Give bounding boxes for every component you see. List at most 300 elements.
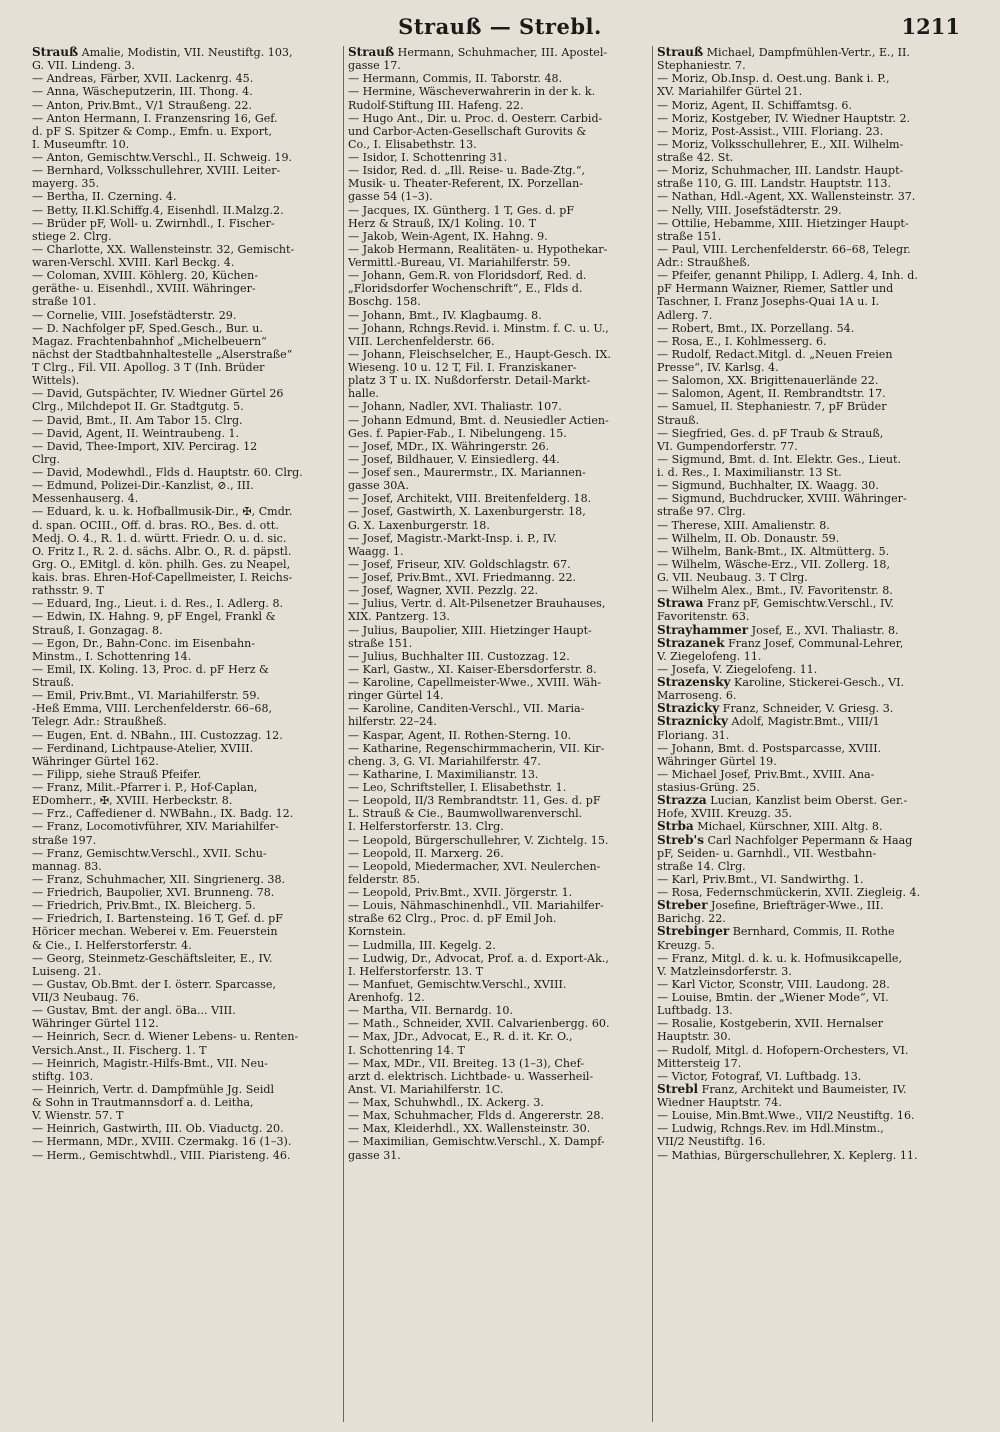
entry-text: — Johann, Nadler, XVI. Thaliastr. 107.: [348, 400, 562, 414]
entry-text: geräthe- u. Eisenhdl., XVIII. Währinger-: [32, 282, 256, 296]
entry-text: — Friedrich, Priv.Bmt., IX. Bleicherg. 5.: [32, 899, 256, 913]
directory-entry-line: [657, 190, 961, 203]
directory-entry-line: [657, 834, 961, 847]
directory-entry-line: [32, 610, 336, 623]
surname-heading: Strebinger: [657, 925, 730, 939]
entry-text: — Julius, Buchhalter III. Custozzag. 12.: [348, 649, 570, 663]
directory-entry-line: [32, 466, 336, 479]
directory-entry-line: [32, 1096, 336, 1109]
entry-text: straße 101.: [32, 295, 97, 309]
directory-entry-line: [32, 1004, 336, 1017]
directory-entry-line: [32, 72, 336, 85]
directory-entry-line: [657, 676, 961, 689]
entry-text: — Anton, Gemischtw.Verschl., II. Schweig. 19.: [32, 151, 293, 164]
entry-text: — Karl, Gastw., XI. Kaiser-Ebersdorferstr. 8.: [348, 662, 597, 676]
directory-entry-line: [657, 374, 961, 387]
directory-entry-line: [32, 820, 336, 833]
directory-entry-line: [32, 190, 336, 203]
directory-entry-line: [657, 138, 961, 151]
directory-entry-line: [348, 729, 652, 742]
entry-text: EDomherr., ✠, XVIII. Herbeckstr. 8.: [32, 794, 233, 808]
entry-text: — Paul, VIII. Lerchenfelderstr. 66–68, Telegr.: [657, 242, 911, 256]
directory-entry-line: [657, 505, 961, 518]
entry-text: — Josef, Gastwirth, X. Laxenburgerstr. 18,: [348, 505, 586, 519]
directory-entry-line: [657, 1057, 961, 1070]
directory-entry-line: [348, 177, 652, 190]
entry-text: Franz Josef, Communal-Lehrer,: [724, 636, 904, 650]
directory-entry-line: [657, 282, 961, 295]
directory-entry-line: [32, 689, 336, 702]
entry-text: — Ottilie, Hebamme, XIII. Hietzinger Haupt-: [657, 216, 909, 230]
directory-entry-line: [348, 374, 652, 387]
directory-entry-line: [657, 558, 961, 571]
entry-text: — Edwin, IX. Hahng. 9, pF Engel, Frankl &: [32, 610, 276, 624]
directory-entry-line: [32, 676, 336, 689]
directory-entry-line: [657, 46, 961, 59]
directory-entry-line: [657, 1070, 961, 1083]
directory-entry-line: [32, 440, 336, 453]
entry-text: stasius-Grüng. 25.: [657, 781, 760, 794]
entry-text: halle.: [348, 387, 379, 401]
entry-text: — Manfuet, Gemischtw.Verschl., XVIII.: [348, 977, 567, 991]
surname-heading: Strauß: [348, 46, 395, 59]
entry-text: — Jakob, Wein-Agent, IX. Hahng. 9.: [348, 229, 548, 243]
entry-text: straße 151.: [657, 229, 722, 243]
directory-entry-line: [32, 742, 336, 755]
directory-entry-line: [348, 597, 652, 610]
entry-text: — Heinrich, Secr. d. Wiener Lebens- u. Renten-: [32, 1030, 299, 1044]
directory-entry-line: [348, 1109, 652, 1122]
entry-text: Boschg. 158.: [348, 295, 421, 309]
entry-text: — Frz., Caffediener d. NWBahn., IX. Badg. 12.: [32, 807, 294, 821]
entry-text: Herz & Strauß, IX/1 Koling. 10. T: [348, 216, 537, 230]
directory-entry-line: [32, 781, 336, 794]
directory-entry-line: [657, 1044, 961, 1057]
entry-text: — Johann, Fleischselcher, E., Haupt-Gesch. IX.: [348, 347, 611, 361]
entry-text: — Wilhelm, Bank-Bmt., IX. Altmütterg. 5.: [657, 544, 890, 558]
entry-text: L. Strauß & Cie., Baumwollwarenverschl.: [348, 807, 583, 821]
directory-entry-line: [348, 85, 652, 98]
entry-text: — Salomon, Agent, II. Rembrandtstr. 17.: [657, 387, 886, 401]
directory-entry-line: [657, 794, 961, 807]
directory-entry-line: [32, 125, 336, 138]
directory-entry-line: [657, 59, 961, 72]
surname-heading: Strayhammer: [657, 623, 749, 637]
entry-text: — Rosalie, Kostgeberin, XVII. Hernalser: [657, 1017, 884, 1031]
directory-entry-line: [348, 794, 652, 807]
directory-entry-line: [348, 243, 652, 256]
entry-text: felderstr. 85.: [348, 872, 421, 886]
directory-entry-line: [32, 597, 336, 610]
entry-text: — D. Nachfolger pF, Sped.Gesch., Bur. u.: [32, 321, 263, 335]
entry-text: & Sohn in Trautmannsdorf a. d. Leitha,: [32, 1096, 254, 1109]
entry-text: — Emil, Priv.Bmt., VI. Mariahilferstr. 59.: [32, 689, 260, 703]
entry-text: Strauß, I. Gonzagag. 8.: [32, 623, 163, 637]
directory-entry-line: [32, 177, 336, 190]
entry-text: — Edmund, Polizei-Dir.-Kanzlist, ⊘., III.: [32, 479, 254, 493]
directory-entry-line: [32, 335, 336, 348]
entry-text: — Max, Schuhwhdl., IX. Ackerg. 3.: [348, 1096, 544, 1109]
directory-entry-line: [32, 1109, 336, 1122]
directory-entry-line: [657, 335, 961, 348]
entry-text: — Rosa, E., I. Kohlmesserg. 6.: [657, 334, 827, 348]
directory-entry-line: [657, 952, 961, 965]
directory-entry-line: [348, 1122, 652, 1135]
directory-entry-line: [657, 295, 961, 308]
entry-text: mannag. 83.: [32, 859, 102, 873]
entry-text: — Hermann, Commis, II. Taborstr. 48.: [348, 72, 563, 86]
entry-text: — Charlotte, XX. Wallensteinstr. 32, Gemischt-: [32, 242, 295, 256]
directory-entry-line: [348, 466, 652, 479]
entry-text: — Wilhelm Alex., Bmt., IV. Favoritenstr. 8.: [657, 584, 893, 598]
entry-text: Wiedner Hauptstr. 74.: [657, 1096, 782, 1109]
entry-text: Bernhard, Commis, II. Rothe: [729, 925, 895, 939]
directory-entry-line: [657, 820, 961, 833]
directory-entry-line: [657, 1109, 961, 1122]
directory-entry-line: [348, 282, 652, 295]
entry-text: — Betty, II.Kl.Schiffg.4, Eisenhdl. II.Malzg.2.: [32, 203, 284, 217]
column-2: [348, 46, 652, 1422]
directory-entry-line: [32, 965, 336, 978]
directory-entry-line: [348, 400, 652, 413]
entry-text: i. d. Res., I. Maximilianstr. 13 St.: [657, 466, 842, 479]
entry-text: — Josef, Friseur, XIV. Goldschlagstr. 67.: [348, 557, 571, 571]
surname-heading: Strauß: [657, 46, 704, 59]
directory-entry-line: [32, 925, 336, 938]
entry-text: Telegr. Adr.: Straußheß.: [32, 715, 167, 729]
entry-text: — Egon, Dr., Bahn-Conc. im Eisenbahn-: [32, 636, 256, 650]
directory-entry-line: [348, 807, 652, 820]
entry-text: — Karoline, Canditen-Verschl., VII. Maria-: [348, 702, 585, 716]
directory-entry-line: [32, 492, 336, 505]
directory-entry-line: [657, 1122, 961, 1135]
entry-text: — Andreas, Färber, XVII. Lackenrg. 45.: [32, 72, 254, 86]
directory-entry-line: [32, 1044, 336, 1057]
directory-entry-line: [348, 151, 652, 164]
entry-text: — Franz, Gemischtw.Verschl., XVII. Schu-: [32, 846, 267, 860]
entry-text: — Bernhard, Volksschullehrer, XVIII. Leiter-: [32, 164, 281, 178]
directory-entry-line: [348, 519, 652, 532]
entry-text: — Gustav, Bmt. der angl. öBa... VIII.: [32, 1004, 236, 1018]
directory-entry-line: [657, 624, 961, 637]
directory-entry-line: [32, 729, 336, 742]
entry-text: — Max, Schuhmacher, Flds d. Angererstr. 28.: [348, 1109, 604, 1123]
page-header: [0, 10, 1000, 44]
entry-text: straße 14. Clrg.: [657, 859, 746, 873]
entry-text: — Hermann, MDr., XVIII. Czermakg. 16 (1–3).: [32, 1135, 292, 1149]
directory-entry-line: [348, 99, 652, 112]
entry-text: — Isidor, Red. d. „Ill. Reise- u. Bade-Ztg.“,: [348, 164, 586, 178]
directory-entry-line: [32, 978, 336, 991]
directory-entry-line: [348, 190, 652, 203]
directory-entry-line: [657, 663, 961, 676]
directory-entry-line: [657, 637, 961, 650]
entry-text: Strauß.: [657, 413, 700, 427]
directory-entry-line: [657, 269, 961, 282]
directory-entry-line: [32, 939, 336, 952]
entry-text: — Heinrich, Gastwirth, III. Ob. Viaductg. 20.: [32, 1122, 284, 1136]
entry-text: Luftbadg. 13.: [657, 1004, 733, 1018]
entry-text: I. Helferstorferstr. 13. Clrg.: [348, 820, 504, 834]
entry-text: Co., I. Elisabethstr. 13.: [348, 137, 477, 151]
entry-text: I. Schottenring 14. T: [348, 1043, 465, 1057]
directory-entry-line: [657, 177, 961, 190]
entry-text: V. Ziegelofeng. 11.: [657, 649, 762, 663]
entry-text: — Max, Kleiderhdl., XX. Wallensteinstr. 30.: [348, 1122, 591, 1136]
entry-text: — Leopold, Bürgerschullehrer, V. Zichtelg. 15.: [348, 833, 609, 847]
directory-entry-line: [657, 768, 961, 781]
entry-text: — Anna, Wäscheputzerin, III. Thong. 4.: [32, 85, 253, 99]
directory-entry-line: [657, 1030, 961, 1043]
directory-entry-line: [348, 427, 652, 440]
entry-text: Währinger Gürtel 112.: [32, 1017, 159, 1031]
entry-text: — Rosa, Federnschmückerin, XVII. Ziegleig. 4.: [657, 886, 921, 899]
directory-entry-line: [348, 702, 652, 715]
directory-entry-line: [657, 99, 961, 112]
entry-text: — Johann, Rchngs.Revid. i. Minstm. f. C. u. U.,: [348, 321, 609, 335]
directory-entry-line: [32, 427, 336, 440]
directory-entry-line: [348, 847, 652, 860]
column-divider: [652, 46, 653, 1422]
entry-text: Amalie, Modistin, VII. Neustiftg. 103,: [78, 46, 293, 59]
entry-text: arzt d. elektrisch. Lichtbade- u. Wasserheil-: [348, 1069, 594, 1083]
directory-entry-line: [32, 217, 336, 230]
column-divider: [343, 46, 344, 1422]
entry-text: Grg. O., EMitgl. d. kön. philh. Ges. zu Neapel,: [32, 557, 291, 571]
entry-text: Höricer mechan. Weberei v. Em. Feuerstein: [32, 925, 278, 939]
directory-entry-line: [348, 860, 652, 873]
directory-entry-line: [657, 860, 961, 873]
directory-entry-line: [32, 715, 336, 728]
entry-text: nächst der Stadtbahnhaltestelle „Alserstraße“: [32, 347, 293, 361]
directory-entry-line: [32, 834, 336, 847]
entry-text: — Franz, Milit.-Pfarrer i. P., Hof-Caplan,: [32, 781, 258, 794]
directory-entry-line: [348, 532, 652, 545]
directory-entry-line: [657, 309, 961, 322]
directory-entry-line: [32, 387, 336, 400]
entry-text: — Leopold, Priv.Bmt., XVII. Jörgerstr. 1.: [348, 886, 573, 899]
directory-entry-line: [657, 400, 961, 413]
directory-entry-line: [348, 295, 652, 308]
entry-text: — Eduard, Ing., Lieut. i. d. Res., I. Adlerg. 8.: [32, 597, 284, 611]
directory-entry-line: [657, 742, 961, 755]
entry-text: — Friedrich, I. Bartensteing. 16 T, Gef. d. pF: [32, 912, 283, 926]
directory-entry-line: [348, 125, 652, 138]
directory-entry-line: [657, 939, 961, 952]
directory-entry-line: [348, 610, 652, 623]
directory-entry-line: [657, 584, 961, 597]
directory-entry-line: [348, 755, 652, 768]
entry-text: — Heinrich, Vertr. d. Dampfmühle Jg. Seidl: [32, 1082, 275, 1096]
entry-text: — Karl, Priv.Bmt., VI. Sandwirthg. 1.: [657, 872, 864, 886]
entry-text: Wieseng. 10 u. 12 T, Fil. I. Franziskaner-: [348, 361, 577, 374]
directory-entry-line: [657, 492, 961, 505]
entry-text: Franz, Architekt und Baumeister, IV.: [698, 1082, 907, 1096]
directory-entry-line: [32, 453, 336, 466]
entry-text: — Isidor, I. Schottenring 31.: [348, 151, 508, 164]
directory-entry-line: [32, 1149, 336, 1162]
entry-text: ringer Gürtel 14.: [348, 689, 444, 703]
entry-text: Währinger Gürtel 19.: [657, 754, 777, 768]
directory-entry-line: [348, 676, 652, 689]
directory-entry-line: [657, 1004, 961, 1017]
directory-entry-line: [657, 873, 961, 886]
directory-entry-line: [348, 545, 652, 558]
entry-text: Luiseng. 21.: [32, 964, 102, 978]
entry-text: XV. Mariahilfer Gürtel 21.: [657, 85, 803, 99]
surname-heading: Strauß: [32, 46, 79, 59]
directory-entry-line: [657, 1017, 961, 1030]
entry-text: Michael, Dampfmühlen-Vertr., E., II.: [703, 46, 910, 59]
directory-entry-line: [657, 387, 961, 400]
entry-text: hilferstr. 22–24.: [348, 715, 437, 729]
directory-entry-line: [348, 925, 652, 938]
entry-text: Hermann, Schuhmacher, III. Apostel-: [394, 46, 608, 59]
entry-text: I. Museumftr. 10.: [32, 137, 130, 151]
directory-entry-line: [348, 217, 652, 230]
directory-entry-line: [32, 899, 336, 912]
entry-text: Clrg., Milchdepot II. Gr. Stadtgutg. 5.: [32, 400, 244, 414]
entry-text: — Gustav, Ob.Bmt. der I. österr. Sparcasse,: [32, 977, 276, 991]
directory-entry-line: [348, 1135, 652, 1148]
entry-text: Adlerg. 7.: [657, 308, 713, 322]
directory-entry-line: [657, 729, 961, 742]
directory-entry-line: [657, 125, 961, 138]
entry-text: Josefine, Briefträger-Wwe., III.: [707, 899, 884, 913]
directory-entry-line: [657, 361, 961, 374]
entry-text: straße 151.: [348, 636, 413, 650]
directory-entry-line: [32, 558, 336, 571]
column-1: [32, 46, 336, 1422]
entry-text: Mittersteig 17.: [657, 1056, 742, 1070]
entry-text: straße 197.: [32, 833, 97, 847]
entry-text: — Robert, Bmt., IX. Porzellang. 54.: [657, 321, 855, 335]
entry-text: Stephaniestr. 7.: [657, 59, 746, 73]
entry-text: — Therese, XIII. Amalienstr. 8.: [657, 518, 830, 532]
entry-text: und Carbor-Acten-Gesellschaft Gurovits &: [348, 124, 587, 138]
entry-text: — Eugen, Ent. d. NBahn., III. Custozzag. 12.: [32, 728, 283, 742]
directory-entry-line: [32, 1017, 336, 1030]
directory-entry-line: [32, 361, 336, 374]
entry-text: O. Fritz I., R. 2. d. sächs. Albr. O., R. d. päpstl.: [32, 544, 292, 558]
directory-entry-line: [348, 59, 652, 72]
entry-text: Adolf, Magistr.Bmt., VIII/1: [728, 715, 880, 729]
directory-entry-line: [32, 256, 336, 269]
directory-entry-line: [348, 834, 652, 847]
entry-text: — David, Bmt., II. Am Tabor 15. Clrg.: [32, 413, 243, 427]
directory-entry-line: [32, 637, 336, 650]
directory-entry-line: [32, 99, 336, 112]
directory-entry-line: [32, 532, 336, 545]
directory-entry-line: [348, 72, 652, 85]
directory-entry-line: [657, 1096, 961, 1109]
directory-entry-line: [348, 1044, 652, 1057]
directory-entry-line: [32, 912, 336, 925]
directory-entry-line: [348, 1096, 652, 1109]
entry-text: — David, Agent, II. Weintraubeng. 1.: [32, 426, 240, 440]
entry-text: — Sigmund, Buchdrucker, XVIII. Währinger-: [657, 492, 907, 506]
entry-text: gasse 31.: [348, 1148, 401, 1162]
entry-text: G. VII. Lindeng. 3.: [32, 59, 135, 73]
entry-text: — Pfeifer, genannt Philipp, I. Adlerg. 4, Inh. d.: [657, 269, 918, 283]
entry-text: — Emil, IX. Koling. 13, Proc. d. pF Herz &: [32, 662, 269, 676]
entry-text: Adr.: Straußheß.: [657, 256, 751, 269]
directory-entry-line: [348, 387, 652, 400]
column-3: [657, 46, 961, 1422]
entry-text: Anst. VI. Mariahilferstr. 1C.: [348, 1082, 504, 1096]
entry-text: — Moriz, Ob.Insp. d. Oest.ung. Bank i. P.,: [657, 72, 890, 86]
directory-entry-line: [657, 453, 961, 466]
entry-text: — Cornelie, VIII. Josefstädterstr. 29.: [32, 308, 237, 322]
directory-entry-line: [657, 466, 961, 479]
entry-text: — Leo, Schriftsteller, I. Elisabethstr. 1.: [348, 781, 567, 794]
directory-entry-line: [32, 650, 336, 663]
entry-text: — Michael Josef, Priv.Bmt., XVIII. Ana-: [657, 767, 875, 781]
entry-text: stiftg. 103.: [32, 1069, 94, 1083]
directory-entry-line: [657, 650, 961, 663]
entry-text: G. VII. Neubaug. 3. T Clrg.: [657, 571, 808, 584]
entry-text: — Moriz, Schuhmacher, III. Landstr. Haupt-: [657, 164, 904, 178]
directory-entry-line: [32, 400, 336, 413]
directory-entry-line: [348, 978, 652, 991]
entry-text: — Nathan, Hdl.-Agent, XX. Wallensteinstr. 37.: [657, 190, 916, 204]
entry-text: — Ludwig, Rchngs.Rev. im Hdl.Minstm.,: [657, 1122, 884, 1136]
directory-entry-line: [348, 742, 652, 755]
directory-entry-line: [32, 112, 336, 125]
directory-entry-line: [348, 479, 652, 492]
entry-text: Hauptstr. 30.: [657, 1030, 731, 1044]
directory-entry-line: [32, 414, 336, 427]
page-title: Strauß — Strebl.: [398, 14, 602, 39]
entry-text: Wittels).: [32, 374, 80, 388]
directory-entry-line: [657, 427, 961, 440]
entry-text: — Franz, Locomotivführer, XIV. Mariahilfer-: [32, 820, 279, 834]
directory-entry-line: [348, 965, 652, 978]
entry-text: kais. bras. Ehren-Hof-Capellmeister, I. Reichs-: [32, 571, 293, 584]
directory-entry-line: [32, 1122, 336, 1135]
directory-entry-line: [657, 151, 961, 164]
entry-text: — Josef, Magistr.-Markt-Insp. i. P., IV.: [348, 531, 557, 545]
directory-entry-line: [348, 1004, 652, 1017]
directory-entry-line: [348, 637, 652, 650]
directory-entry-line: [32, 663, 336, 676]
entry-text: — Johann, Bmt. d. Postsparcasse, XVIII.: [657, 741, 882, 755]
directory-entry-line: [657, 755, 961, 768]
directory-entry-line: [348, 164, 652, 177]
entry-text: Arenhofg. 12.: [348, 991, 425, 1004]
entry-text: — Wilhelm, Wäsche-Erz., VII. Zollerg. 18,: [657, 557, 890, 571]
entry-text: — Ferdinand, Lichtpause-Atelier, XVIII.: [32, 741, 254, 755]
directory-entry-line: [32, 847, 336, 860]
directory-entry-line: [657, 978, 961, 991]
directory-entry-line: [32, 886, 336, 899]
entry-text: — Bertha, II. Czerning. 4.: [32, 190, 177, 204]
entry-text: — Katharine, I. Maximilianstr. 13.: [348, 767, 539, 781]
entry-text: — Ludmilla, III. Kegelg. 2.: [348, 938, 496, 952]
directory-entry-line: [348, 939, 652, 952]
entry-text: Carl Nachfolger Pepermann & Haag: [704, 833, 913, 847]
entry-text: — Sigmund, Bmt. d. Int. Elektr. Ges., Lieut.: [657, 452, 902, 466]
entry-text: — Siegfried, Ges. d. pF Traub & Strauß,: [657, 426, 884, 440]
entry-text: Josef, E., XVI. Thaliastr. 8.: [748, 623, 899, 637]
entry-text: — Karoline, Capellmeister-Wwe., XVIII. Wäh-: [348, 676, 602, 689]
entry-text: Kornstein.: [348, 925, 407, 939]
directory-entry-line: [32, 479, 336, 492]
entry-text: — Josefa, V. Ziegelofeng. 11.: [657, 662, 818, 676]
directory-entry-line: [348, 112, 652, 125]
directory-entry-line: [657, 256, 961, 269]
directory-entry-line: [657, 532, 961, 545]
